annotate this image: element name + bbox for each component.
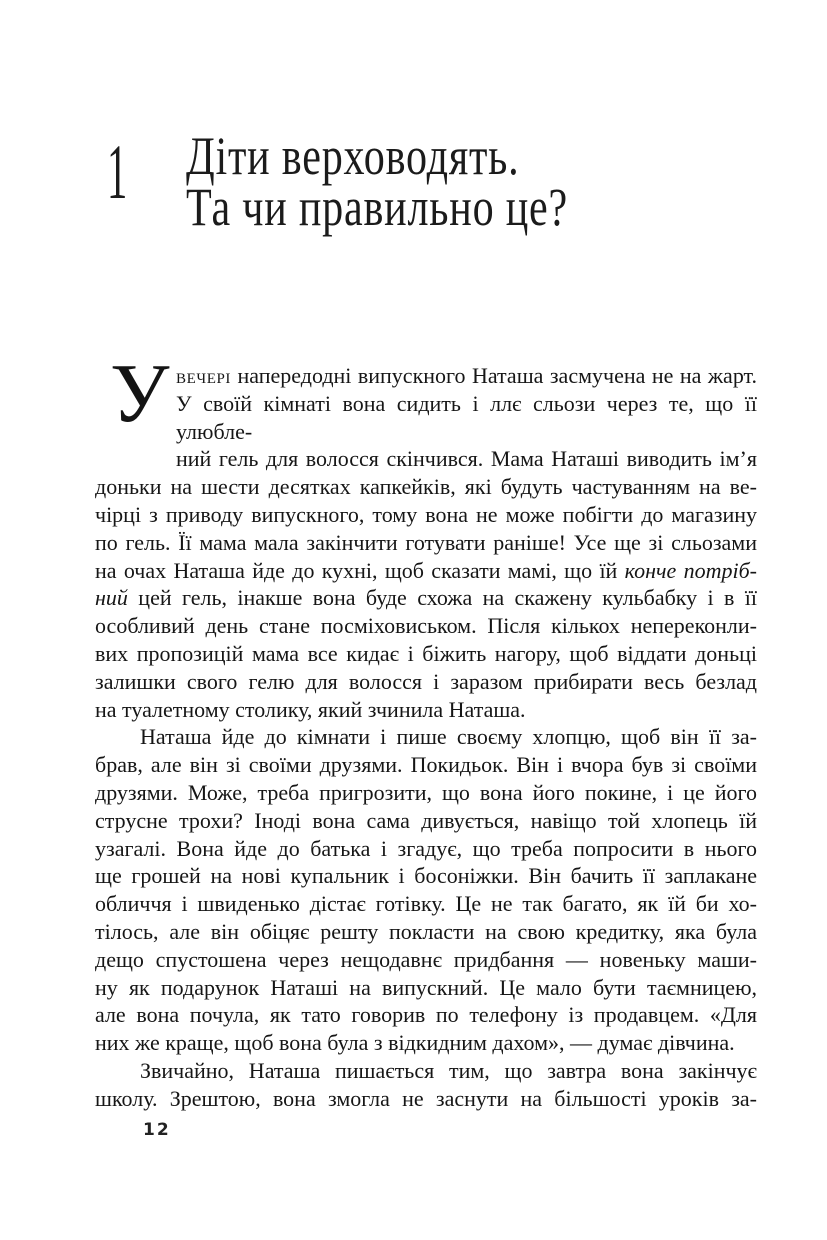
text-segment: школу. Зрештою, вона змогла не заснути на більшості уроків за- [95, 1085, 757, 1111]
text-line [95, 1001, 757, 1029]
text-line [95, 445, 757, 473]
text-line [95, 918, 757, 946]
text-line [95, 557, 757, 585]
text-segment: них же краще, щоб вона була з відкидним дахом», — думає дівчина. [95, 1030, 735, 1056]
chapter-number: 1 [107, 128, 128, 215]
text-line [95, 890, 757, 918]
text-line [95, 1085, 757, 1113]
paragraph [95, 1057, 757, 1113]
text-segment: У своїй кімнаті вона сидить і ллє сльози через те, що її улюбле- [176, 390, 757, 444]
text-segment: по гель. Її мама мала закінчити готувати раніше! Усе ще зі сльозами [95, 529, 757, 555]
text-line [95, 668, 757, 696]
text-segment: але вона почула, як тато говорив по телефону із продавцем. «Для [95, 1002, 757, 1028]
text-segment: особливий день стане посміховиськом. Після кількох непереконли- [95, 613, 757, 639]
text-segment: вих пропозицій мама все кидає і біжить нагору, щоб віддати доньці [95, 640, 757, 666]
text-line [95, 640, 757, 668]
chapter-title [186, 126, 568, 237]
text-segment: брав, але він зі своїми друзями. Покидьок. Він і вчора був зі своїми [95, 752, 757, 778]
page-number: 12 [143, 1120, 171, 1140]
text-segment: Звичайно, Наташа пишається тим, що завтра вона закінчує [140, 1057, 757, 1083]
text-segment: на очах Наташа йде до кухні, щоб сказати мамі, що їй [95, 557, 625, 583]
text-segment: чірці з приводу випускного, тому вона не може побігти до магазину [95, 501, 757, 527]
text-segment: доньки на шести десятках капкейків, які будуть частуванням на ве- [95, 474, 757, 500]
text-line [95, 862, 757, 890]
paragraph [95, 362, 757, 723]
text-line [95, 1057, 757, 1085]
text-line [95, 807, 757, 835]
text-segment: вечері [176, 363, 232, 388]
text-line [95, 696, 757, 724]
paragraph [95, 723, 757, 1057]
drop-cap: У [110, 347, 170, 440]
text-line [95, 529, 757, 557]
text-line [95, 779, 757, 807]
text-line [95, 501, 757, 529]
text-segment: узагалі. Вона йде до батька і згадує, що треба попросити в нього [95, 835, 757, 861]
text-segment: цей гель, інакше вона буде схожа на скажену кульбабку і в її [127, 585, 757, 611]
text-segment: залишки свого гелю для волосся і заразом прибирати весь безлад [95, 668, 757, 694]
text-segment: ний гель для волосся скінчився. Мама Наташі виводить ім’я [176, 446, 757, 472]
chapter-title-line-2: Та чи правильно це? [186, 177, 568, 237]
text-line [95, 584, 757, 612]
text-segment: ну як подарунок Наташі на випускний. Це мало бути таємницею, [95, 974, 757, 1000]
text-segment: ще грошей на нові купальник і босоніжки. Він бачить її заплакане [95, 863, 757, 889]
text-segment: дещо спустошена через нещодавнє придбання — новеньку маши- [95, 946, 757, 972]
body-text [95, 347, 757, 1113]
text-line [95, 473, 757, 501]
text-line [95, 835, 757, 863]
text-segment: друзями. Може, треба пригрозити, що вона його покине, і це його [95, 779, 757, 805]
text-line [95, 1029, 757, 1057]
text-segment: ний [95, 585, 128, 611]
text-line [95, 612, 757, 640]
chapter-title-line-1: Діти верховодять. [186, 126, 520, 186]
text-line [95, 974, 757, 1002]
text-line [95, 390, 757, 446]
text-segment: напередодні випускного Наташа засмучена не на жарт. [231, 363, 757, 388]
text-segment: струсне трохи? Іноді вона сама дивується, навіщо той хлопець їй [95, 807, 757, 833]
text-segment: обличчя і швиденько дістає готівку. Це не так багато, як їй би хо- [95, 891, 757, 917]
text-segment: тілось, але він обіцяє решту покласти на свою кредитку, яка була [95, 918, 757, 944]
text-segment: конче потріб- [624, 557, 757, 583]
text-line [95, 946, 757, 974]
text-line [95, 751, 757, 779]
text-segment: на туалетному столику, який зчинила Наташа. [95, 696, 526, 722]
text-line [95, 723, 757, 751]
text-segment: Наташа йде до кімнати і пише своєму хлопцю, щоб він її за- [140, 724, 757, 750]
text-line [95, 362, 757, 390]
